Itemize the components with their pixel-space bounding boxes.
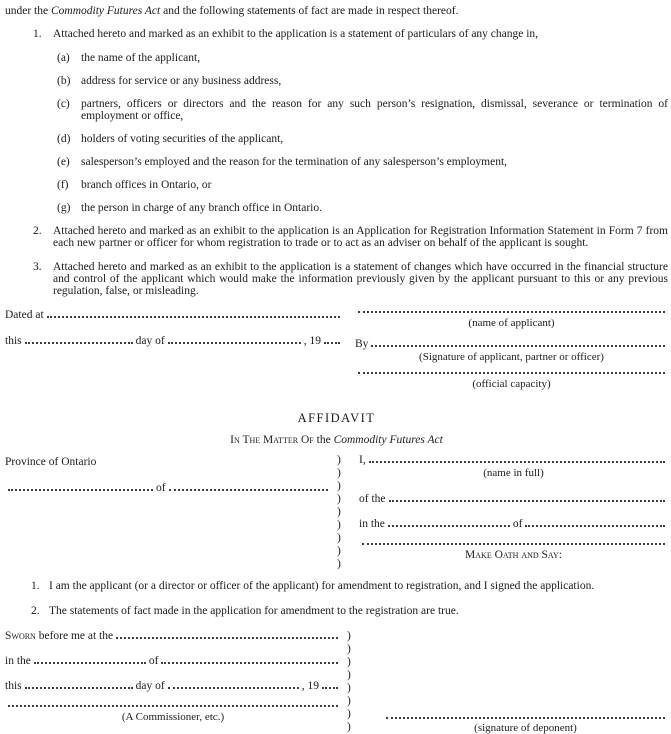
in-the-row — [359, 518, 668, 530]
dated-at-label: Dated at — [5, 309, 44, 321]
brace-glyph: ) — [337, 519, 341, 531]
act-title-italic: Commodity Futures Act — [333, 434, 443, 446]
extra-fill-line — [362, 543, 665, 545]
sub-item-letter: (a) — [57, 52, 70, 64]
province-label: Province of Ontario — [5, 456, 97, 468]
day-of-label: day of — [135, 335, 165, 347]
sub-item-a — [57, 52, 668, 64]
signature-caption: (Signature of applicant, partner or officer) — [419, 351, 604, 363]
of-the-fill-line — [389, 500, 665, 502]
sworn-smallcaps: Sworn — [5, 630, 36, 642]
day-of-label: day of — [135, 680, 165, 692]
commissioner-caption: (A Commissioner, etc.) — [121, 711, 225, 723]
sub-item-c — [57, 98, 668, 122]
oath-statement-1 — [31, 580, 668, 592]
county-fill-line — [169, 489, 328, 491]
name-in-full-caption: (name in full) — [483, 467, 544, 479]
item-text: Attached hereto and marked as an exhibit to the application is a statement of particulars of any change in, — [53, 28, 539, 40]
day-fill-line — [25, 342, 133, 344]
list-item-3 — [33, 261, 668, 297]
sworn-in-the-row — [5, 655, 341, 667]
intro-text-pre: under the — [5, 5, 49, 17]
list-item-2 — [33, 225, 668, 249]
sub-item-letter: (d) — [57, 133, 71, 145]
intro-paragraph — [5, 5, 668, 17]
sub-item-text: the person in charge of any branch office in Ontario. — [81, 202, 322, 214]
matter-the: the — [316, 434, 331, 446]
make-oath-line: Make Oath and Say: — [465, 549, 562, 561]
sub-item-g — [57, 202, 668, 214]
this-label: this — [5, 335, 22, 347]
brace-glyph: ) — [347, 721, 351, 733]
intro-text-post: and the following statements of fact are made in respect thereof. — [163, 5, 459, 17]
month-fill-line — [168, 342, 301, 344]
sworn-day-row — [5, 680, 341, 692]
sworn-place-fill-line — [116, 637, 338, 639]
deponent-name-fill-line — [369, 461, 665, 463]
sub-item-text: holders of voting securities of the applicant, — [81, 133, 284, 145]
dated-signature-section — [5, 309, 668, 399]
brace-glyph: ) — [347, 643, 351, 655]
sub-item-f — [57, 179, 668, 191]
capacity-fill-line — [358, 372, 665, 374]
in-the-matter-smallcaps: In The Matter Of — [230, 434, 314, 446]
commissioner-fill-line — [8, 705, 338, 707]
sworn-before-label — [5, 630, 113, 642]
capacity-caption: (official capacity) — [472, 378, 551, 390]
brace-glyph: ) — [337, 506, 341, 518]
in-the-label: in the — [359, 518, 385, 530]
deponent-signature-fill-line — [386, 717, 665, 719]
sworn-right-column — [369, 630, 668, 734]
sworn-left-column — [5, 630, 341, 734]
sub-item-text: salesperson’s employed and the reason for the termination of any salesperson’s employment, — [81, 156, 508, 168]
year-fill-line — [324, 342, 340, 344]
sub-item-e — [57, 156, 668, 168]
capacity-row — [355, 372, 668, 377]
this-label: this — [5, 680, 22, 692]
brace-glyph: ) — [347, 669, 351, 681]
item-text: Attached hereto and marked as an exhibit to the application is a statement of changes which have occurred in the financial structure and control of the applicant which would make the information previously given by the applicant pursuant to this or any previous regulation, false, or misleading. — [53, 261, 668, 297]
sub-item-letter: (f) — [57, 179, 69, 191]
sworn-section — [5, 630, 668, 734]
in-the-matter-line — [5, 434, 668, 446]
brace-glyph: ) — [337, 454, 341, 466]
deponent-caption: (signature of deponent) — [474, 722, 577, 734]
sub-item-letter: (c) — [57, 98, 70, 110]
statement-number: 1. — [31, 580, 40, 592]
brace-glyph: ) — [347, 682, 351, 694]
brace-glyph: ) — [337, 493, 341, 505]
bracket-column — [341, 630, 369, 734]
dated-at-row — [5, 309, 343, 321]
affidavit-left-column — [5, 454, 331, 571]
sub-item-letter: (e) — [57, 156, 70, 168]
statement-number: 2. — [31, 605, 40, 617]
sub-item-letter: (g) — [57, 202, 71, 214]
sworn-month-fill-line — [168, 687, 299, 689]
sub-item-text: the name of the applicant, — [81, 52, 201, 64]
brace-glyph: ) — [337, 545, 341, 557]
municipality-fill-line — [8, 489, 153, 491]
sub-item-letter: (b) — [57, 75, 71, 87]
brace-glyph: ) — [347, 708, 351, 720]
item-number: 2. — [33, 225, 42, 237]
statement-text: The statements of fact made in the application for amendment to the registration are true. — [49, 605, 459, 617]
brace-glyph: ) — [337, 467, 341, 479]
signature-fill-line — [371, 345, 665, 347]
extra-fill-row — [359, 543, 668, 548]
applicant-name-caption: (name of applicant) — [468, 317, 555, 329]
affidavit-body — [5, 454, 668, 571]
sworn-day-fill-line — [25, 687, 133, 689]
of-the-row — [359, 493, 668, 505]
of-the-label: of the — [359, 493, 386, 505]
in-the-label: in the — [5, 655, 31, 667]
by-signature-row — [355, 338, 668, 350]
brace-glyph: ) — [347, 695, 351, 707]
year-prefix: , 19 — [301, 680, 319, 692]
brace-glyph: ) — [337, 532, 341, 544]
of-label: of — [156, 482, 166, 494]
brace-glyph: ) — [337, 480, 341, 492]
of-label: of — [512, 518, 523, 530]
item-number: 1. — [33, 28, 42, 40]
brace-glyph: ) — [347, 656, 351, 668]
in-the-fill-line — [388, 525, 510, 527]
brace-glyph: ) — [337, 558, 341, 570]
dated-day-row — [5, 335, 343, 347]
i-label: I, — [359, 454, 366, 466]
commissioner-row — [5, 705, 341, 710]
applicant-name-row — [355, 311, 668, 316]
item-text: Attached hereto and marked as an exhibit to the application is an Application for Registration Information Statement in Form 7 from each new partner or officer for whom registration to trade or to act as an adviser on behalf of the applicant is sought. — [53, 225, 668, 249]
sub-item-text: address for service or any business address, — [81, 75, 282, 87]
oath-statement-2 — [31, 605, 668, 617]
sub-item-text: branch offices in Ontario, or — [81, 179, 212, 191]
affidavit-title: AFFIDAVIT — [297, 411, 376, 425]
sworn-of-fill-line — [161, 662, 338, 664]
sworn-year-fill-line — [322, 687, 338, 689]
sworn-row — [5, 630, 341, 642]
sub-item-b — [57, 75, 668, 87]
affidavit-right-column — [359, 454, 668, 571]
deponent-name-row — [359, 454, 668, 466]
by-label: By — [355, 338, 369, 350]
dated-at-fill-line — [47, 316, 340, 318]
sub-item-d — [57, 133, 668, 145]
act-title-italic: Commodity Futures Act — [50, 5, 161, 17]
sworn-in-the-fill-line — [34, 662, 146, 664]
applicant-name-fill-line — [358, 311, 665, 313]
item-number: 3. — [33, 261, 42, 273]
sub-item-text: partners, officers or directors and the reason for any such person’s resignation, dismissal, severance or termination of employment or office, — [81, 98, 668, 122]
year-prefix: , 19 — [303, 335, 321, 347]
of-fill-line — [525, 525, 665, 527]
dated-right-column — [355, 309, 668, 399]
municipality-row — [5, 482, 331, 494]
list-item-1 — [33, 28, 668, 40]
brace-glyph: ) — [347, 630, 351, 642]
before-me-label: before me at the — [35, 630, 114, 642]
oath-statements — [5, 580, 668, 617]
dated-left-column — [5, 309, 343, 399]
bracket-column — [331, 454, 359, 571]
of-label: of — [148, 655, 159, 667]
statement-text: I am the applicant (or a director or officer of the applicant) for amendment to registration, and I signed the application. — [49, 580, 595, 592]
